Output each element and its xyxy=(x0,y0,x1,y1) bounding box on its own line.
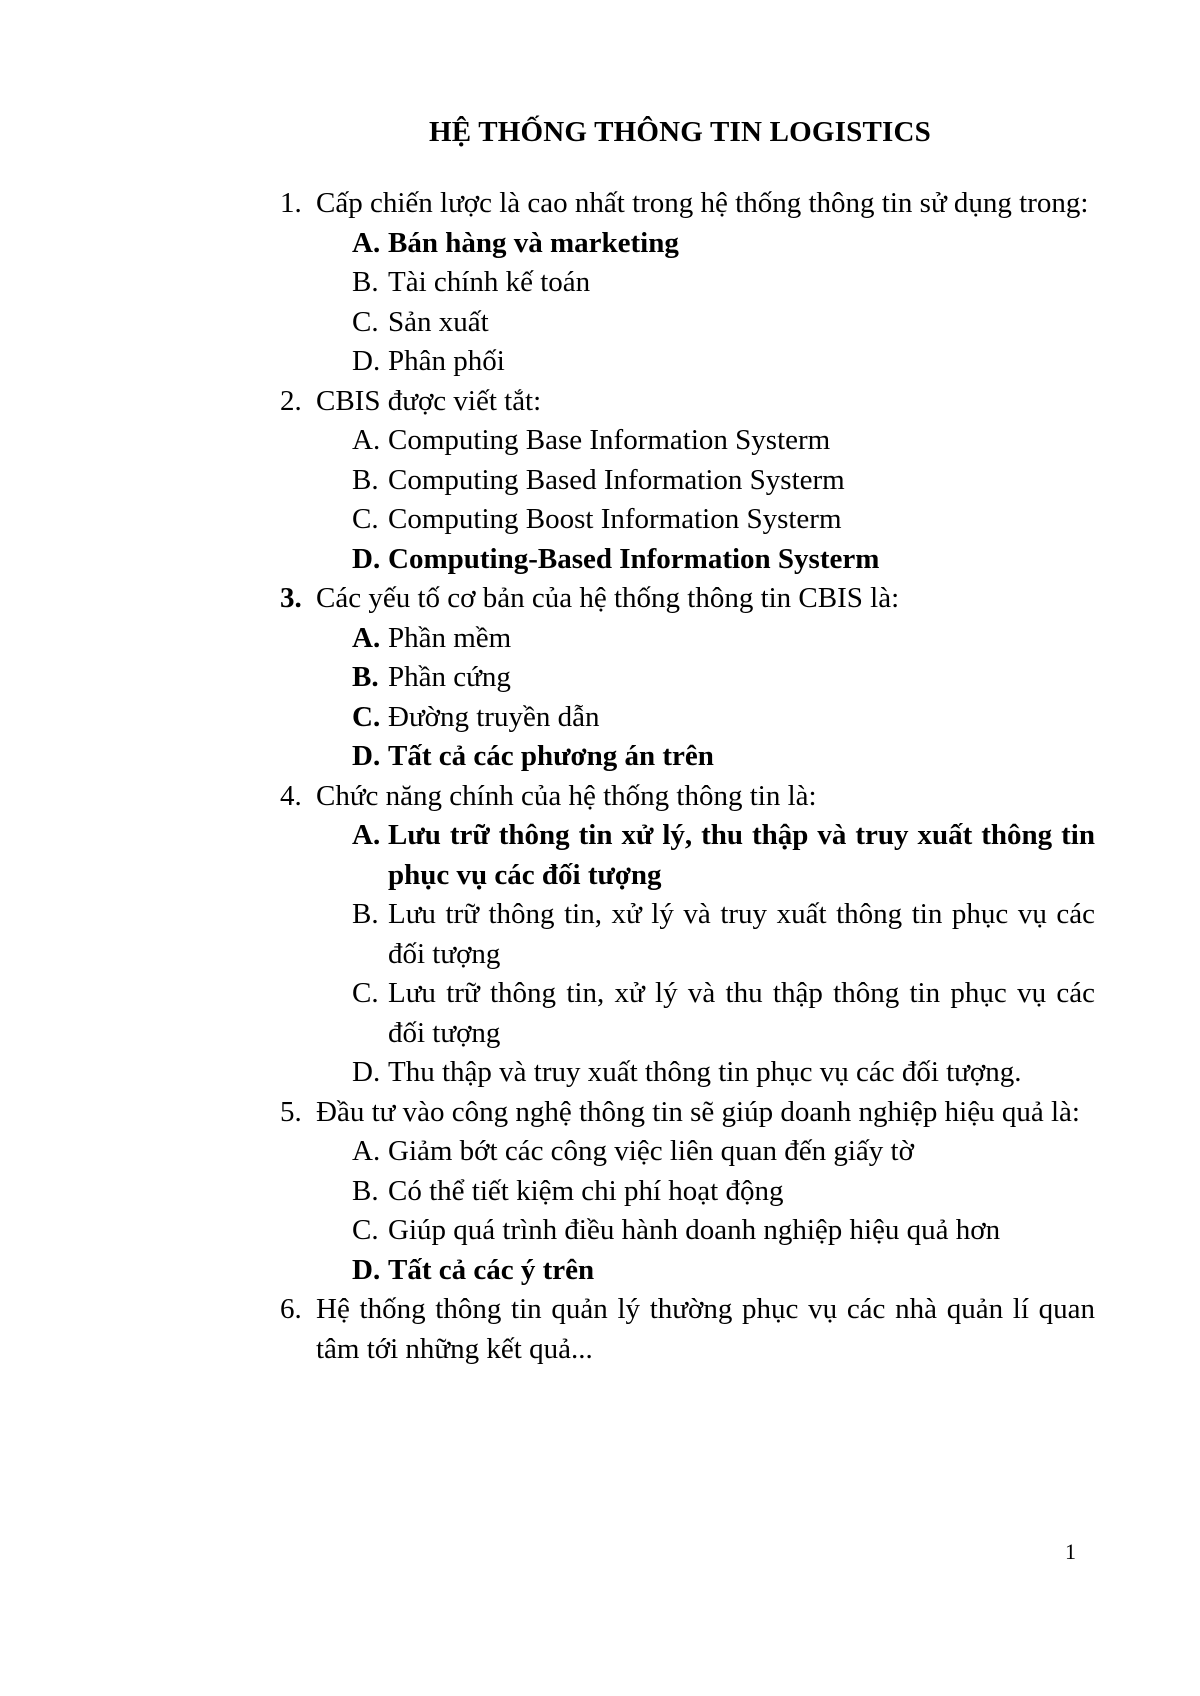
option-3c xyxy=(280,698,1095,738)
option-3b xyxy=(280,658,1095,698)
option-3a xyxy=(280,619,1095,659)
options-list xyxy=(316,1132,1095,1290)
option-text: Tài chính kế toán xyxy=(388,266,591,298)
question-text: Đầu tư vào công nghệ thông tin sẽ giúp doanh nghiệp hiệu quả là: xyxy=(316,1095,1080,1128)
option-5b xyxy=(280,1172,1095,1212)
option-2b xyxy=(280,461,1095,501)
options-list xyxy=(316,816,1095,1093)
options-list xyxy=(316,224,1095,382)
option-letter: D. xyxy=(352,1253,381,1286)
option-letter: B. xyxy=(352,898,379,930)
option-4a xyxy=(280,816,1095,895)
question-text: CBIS được viết tắt: xyxy=(316,384,542,417)
question-4 xyxy=(280,777,1095,1093)
option-text: Giúp quá trình điều hành doanh nghiệp hiệu quả hơn xyxy=(388,1214,1001,1246)
options-list xyxy=(316,421,1095,579)
option-4b xyxy=(280,895,1095,974)
option-letter: B. xyxy=(352,1174,379,1207)
document-title: HỆ THỐNG THÔNG TIN LOGISTICS xyxy=(429,116,931,148)
option-text: Thu thập và truy xuất thông tin phục vụ các đối tượng. xyxy=(388,1056,1022,1088)
option-5c xyxy=(280,1211,1095,1251)
question-2 xyxy=(280,382,1095,580)
question-number: 6. xyxy=(280,1293,302,1325)
option-text: Computing Based Information Systerm xyxy=(388,463,845,496)
option-letter: D. xyxy=(352,740,381,772)
option-text: Lưu trữ thông tin, xử lý và truy xuất thông tin phục vụ các đối tượng xyxy=(388,898,1095,970)
option-letter: C. xyxy=(352,700,381,733)
option-letter: B. xyxy=(352,266,379,298)
option-letter: D. xyxy=(352,542,381,575)
option-text: Phân phối xyxy=(388,345,505,377)
option-letter: A. xyxy=(352,621,381,654)
question-6 xyxy=(280,1290,1095,1369)
option-text: Lưu trữ thông tin xử lý, thu thập và truy xuất thông tin phục vụ các đối tượng xyxy=(388,819,1095,891)
question-3 xyxy=(280,579,1095,777)
option-5a xyxy=(280,1132,1095,1172)
option-text: Lưu trữ thông tin, xử lý và thu thập thông tin phục vụ các đối tượng xyxy=(388,977,1095,1049)
option-letter: B. xyxy=(352,661,379,693)
option-4d xyxy=(280,1053,1095,1093)
option-letter: D. xyxy=(352,345,381,377)
option-letter: C. xyxy=(352,1214,379,1246)
option-letter: A. xyxy=(352,424,381,456)
option-text: Tất cả các ý trên xyxy=(388,1253,595,1286)
option-text: Đường truyền dẫn xyxy=(388,700,600,733)
option-1a xyxy=(280,224,1095,264)
options-list xyxy=(316,619,1095,777)
option-2d xyxy=(280,540,1095,580)
option-text: Phần cứng xyxy=(388,661,511,693)
option-text: Phần mềm xyxy=(388,621,512,654)
page-number: 1 xyxy=(1065,1539,1076,1564)
option-text: Computing Base Information Systerm xyxy=(388,424,831,456)
option-1c xyxy=(280,303,1095,343)
option-5d xyxy=(280,1251,1095,1291)
option-text: Sản xuất xyxy=(388,305,489,338)
question-list xyxy=(280,184,1095,1369)
option-2a xyxy=(280,421,1095,461)
option-letter: A. xyxy=(352,819,381,851)
question-number: 1. xyxy=(280,187,302,219)
option-letter: A. xyxy=(352,1135,381,1167)
option-text: Bán hàng và marketing xyxy=(388,226,679,259)
question-text: Các yếu tố cơ bản của hệ thống thông tin CBIS là: xyxy=(316,582,900,614)
question-5 xyxy=(280,1093,1095,1291)
question-number: 5. xyxy=(280,1095,302,1128)
question-text: Hệ thống thông tin quản lý thường phục vụ các nhà quản lí quan tâm tới những kết quả... xyxy=(316,1293,1095,1365)
question-text: Cấp chiến lược là cao nhất trong hệ thống thông tin sử dụng trong: xyxy=(316,187,1089,219)
option-text: Giảm bớt các công việc liên quan đến giấy tờ xyxy=(388,1135,914,1167)
question-number: 3. xyxy=(280,582,302,614)
option-4c xyxy=(280,974,1095,1053)
option-3d xyxy=(280,737,1095,777)
option-1b xyxy=(280,263,1095,303)
question-number: 2. xyxy=(280,384,302,417)
option-text: Computing-Based Information Systerm xyxy=(388,542,880,575)
option-letter: C. xyxy=(352,305,379,338)
option-letter: A. xyxy=(352,226,381,259)
question-text: Chức năng chính của hệ thống thông tin là: xyxy=(316,779,817,812)
option-text: Computing Boost Information Systerm xyxy=(388,503,842,535)
option-letter: D. xyxy=(352,1056,381,1088)
option-letter: B. xyxy=(352,463,379,496)
question-1 xyxy=(280,184,1095,382)
option-1d xyxy=(280,342,1095,382)
option-text: Có thể tiết kiệm chi phí hoạt động xyxy=(388,1174,784,1207)
option-letter: C. xyxy=(352,503,379,535)
option-text: Tất cả các phương án trên xyxy=(388,740,714,772)
option-2c xyxy=(280,500,1095,540)
option-letter: C. xyxy=(352,977,379,1009)
question-number: 4. xyxy=(280,779,302,812)
